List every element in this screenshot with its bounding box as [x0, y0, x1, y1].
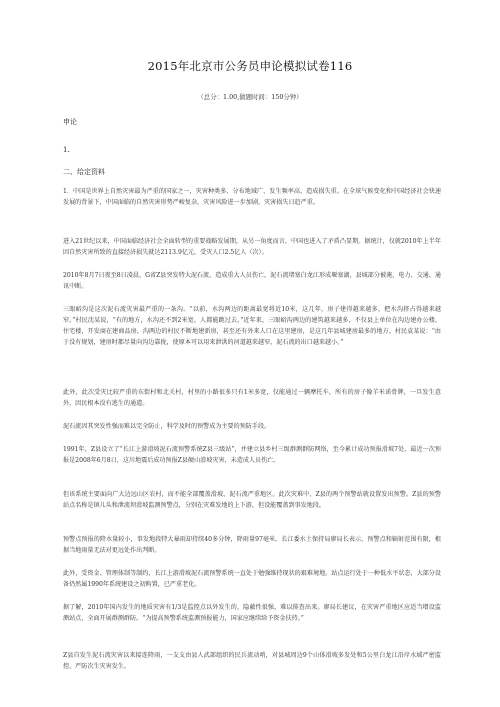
paragraph: 泥石流因其突发性强而难以完全防止，科学及时的预警成为主要的预防手段。 — [63, 423, 271, 430]
exam-meta: （总分：1.00,做题时间：150分钟） — [197, 93, 303, 101]
paragraph: 2010年8月7日夜至8日凌晨，G省Z县突发特大泥石流，造成重大人员伤亡，泥石流堵塞白龙江形成堰塞湖，县城部分被淹，电力、交通、通讯中断。 — [63, 272, 441, 291]
paragraph: 但该系统主要面向广大边远山区农村，而不能全部覆盖滑坡、泥石流严重地区。此次灾难中，Z县的两个预警站就设置发出预警。Z县的预警站点名称是镇儿头和泄流坝滑坡监测预警点，分别在灾难发地的上下游，但设能覆盖到事发地段。 — [63, 491, 441, 510]
paragraph: Z县自发生泥石流灾害以来接连降雨，一支支由县人武部组织的民兵流动哨，对县城周边9个山体滑坡多发处和5公里白龙江沿岸水域严密监控，严防次生灾害发生。 — [63, 652, 441, 671]
paragraph: 此外，此次受灾比较严重的东街村和北关村，村里的小路很多只有1米多宽，仅能通过一辆摩托车，所有的房子像羊米诺骨牌，一旦发生意外，因民根本没有逃生的通道。 — [63, 389, 441, 408]
paragraph: 进入21世纪以来，中国面临经济社会全面转型的重要战略发展期，从另一角度而言，中国也进入了矛盾凸显期。据统计，仅就2010年上半年因自然灾害所致的直接经济损失就达2113.9亿元，受灾人口2.5亿人（次）。 — [63, 238, 441, 257]
paragraph: 预警点预报的降水量较小，事发地段特大暴雨却持续40多分钟，降雨量97毫米。长江委水土保持局廖局长表示，预警点和辐射范围有限，根据当地雨量无法对更远处作出判断。 — [63, 536, 441, 555]
subsection-title: 二、给定资料 — [63, 168, 105, 176]
question-number: 1. — [63, 146, 70, 154]
section-label: 申论 — [63, 118, 77, 126]
paragraph: 据了解，2010年国内发生的地质灾害有1/3是监控点以外发生的，隐蔽性很强，难以排查出来。廖局长建议，在灾害严重地区应适当增设监测站点，全面开展群测群防。“为提高预警系统监测预报能力，国家应继续给予资金扶持。” — [63, 604, 441, 623]
paragraph: 三眼峪沟是这次泥石流灾害最严重的一条沟。“以前，水沟两边的距离最宽将近10米，这几年，房子建得越来越多，把水沟挤占得越来越窄。”村民沈某说，“有的地方，水沟还不到2米宽，人都能跳过去。”近年来，三眼峪沟两边的建筑越来越多，不仅县上单位在沟边建办公楼、住宅楼，开发商在建商品房，沟两边的村民不断地建新房，甚至还有外来人口在这里建房，是这几年县城建房最多的地方。村民袁某说：“由于没有规划，建房时都尽量向沟边靠拢，使原本可以用来泄洪的河道越来越窄，泥石流的出口越来越小。” — [63, 306, 441, 347]
paragraph: 1991年，Z县设立了“长江上游滑坡泥石流预警系统Z县三级站”，并建立县乡村三级群测群防网络，至今累计成功预报滑坡7处，最近一次预报是2008年6月8日，这川地震后成功预报Z县硬山滑坡灾害，未造成人员伤亡。 — [63, 446, 441, 465]
paragraph: 1．中国是世界上自然灾害最为严重的国家之一，灾害种类多、分布地域广、发生频率高、造成损失重。在全球气候变化和中国经济社会快速发展的背景下，中国面临的自然灾害形势严峻复杂，灾害风险进一步加剧，灾害损失日趋严重。 — [63, 188, 441, 207]
document-title: 2015年北京市公务员申论模拟试卷116 — [147, 59, 353, 73]
paragraph: 此外，受资金、管理体制等制约，长江上游滑坡泥石流预警系统一直处于勉强维持现状的艰难境地。站点运行处于一种低水平状态，大部分设备仍然属1990年系统建设之初购置，已严重老化。 — [63, 570, 441, 589]
